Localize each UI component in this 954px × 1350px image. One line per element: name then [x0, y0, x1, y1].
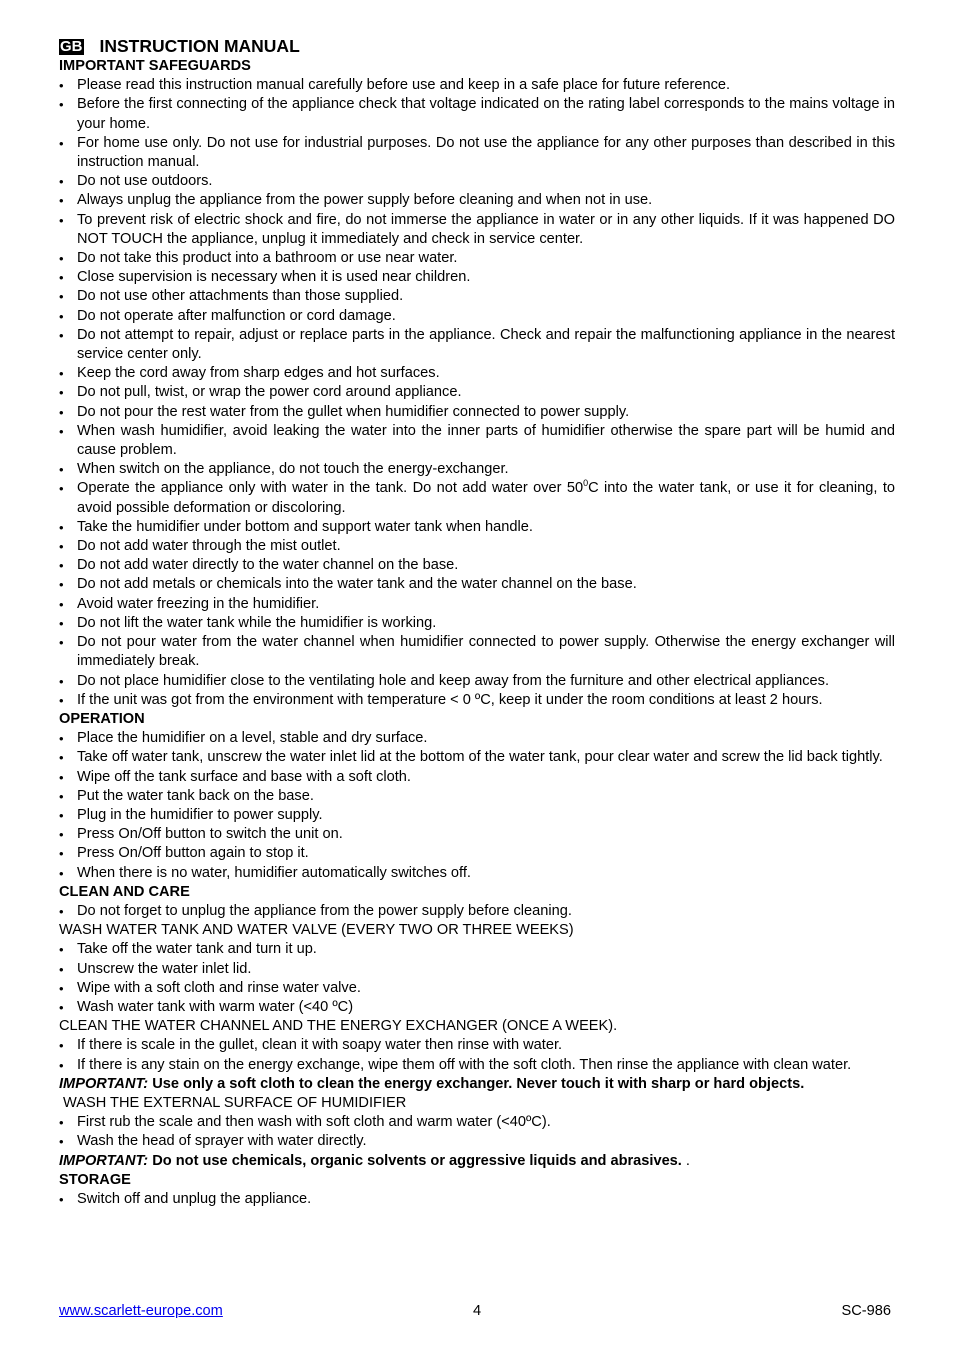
website-link[interactable]: www.scarlett-europe.com: [59, 1303, 223, 1319]
water-channel-list: [59, 1036, 895, 1074]
list-item: • Take off the water tank and turn it up.: [59, 940, 895, 959]
safeguards-heading: IMPORTANT SAFEGUARDS: [59, 58, 251, 74]
storage-list: [59, 1190, 895, 1209]
important-note-cloth: [59, 1075, 895, 1094]
trailing-period: .: [681, 1152, 690, 1169]
language-badge: GB: [60, 37, 83, 55]
important-label: IMPORTANT:: [59, 1152, 149, 1169]
list-item: • If there is scale in the gullet, clean it with soapy water then rinse with water.: [59, 1036, 895, 1055]
list-item: • Place the humidifier on a level, stable and dry surface.: [59, 729, 895, 748]
list-item: • Do not pull, twist, or wrap the power cord around appliance.: [59, 383, 895, 402]
subheading-external-surface: WASH THE EXTERNAL SURFACE OF HUMIDIFIER: [63, 1094, 407, 1111]
important-label: IMPORTANT:: [59, 1075, 149, 1092]
temp-text-before: Operate the appliance only with water in the tank. Do not add water over 50: [77, 480, 584, 497]
list-item: • Always unplug the appliance from the power supply before cleaning and when not in use.: [59, 191, 895, 210]
list-item: • Plug in the humidifier to power supply.: [59, 806, 895, 825]
list-item: • Wash the head of sprayer with water directly.: [59, 1132, 895, 1151]
important-text: Use only a soft cloth to clean the energy exchanger. Never touch it with sharp or hard objects.: [148, 1075, 805, 1092]
operation-heading: OPERATION: [59, 710, 145, 727]
wash-tank-list: [59, 940, 895, 1017]
list-item: • Do not forget to unplug the appliance from the power supply before cleaning.: [59, 902, 895, 921]
list-item: • Wipe with a soft cloth and rinse water valve.: [59, 979, 895, 998]
subheading-water-channel: CLEAN THE WATER CHANNEL AND THE ENERGY EXCHANGER (ONCE A WEEK).: [59, 1018, 618, 1035]
list-item: • Do not pour the rest water from the gullet when humidifier connected to power supply.: [59, 403, 895, 422]
superscript: 0: [583, 478, 589, 489]
safeguards-list: [59, 76, 895, 710]
list-item: • First rub the scale and then wash with soft cloth and warm water (<40ºC).: [59, 1113, 895, 1132]
clean-heading: CLEAN AND CARE: [59, 883, 190, 900]
important-note-chemicals: [59, 1152, 895, 1171]
list-item: • Keep the cord away from sharp edges and hot surfaces.: [59, 364, 895, 383]
list-item: • Put the water tank back on the base.: [59, 787, 895, 806]
list-item: • Do not use other attachments than those supplied.: [59, 287, 895, 306]
storage-heading: STORAGE: [59, 1171, 131, 1188]
list-item: • Do not attempt to repair, adjust or replace parts in the appliance. Check and repair the malfunctioning appliance in the nearest service center only.: [59, 326, 895, 364]
temp-text-after: C into the water tank, or use it for cleaning, to avoid possible deformation or discoloring.: [77, 480, 895, 516]
manual-page: [59, 36, 895, 1209]
subheading-wash-tank: WASH WATER TANK AND WATER VALVE (EVERY TWO OR THREE WEEKS): [59, 922, 574, 939]
list-item: • Do not pour water from the water channel when humidifier connected to power supply. Otherwise the energy exchanger will immediately break.: [59, 633, 895, 671]
list-item: • When there is no water, humidifier automatically switches off.: [59, 864, 895, 883]
external-surface-list: [59, 1113, 895, 1151]
list-item: • If there is any stain on the energy exchange, wipe them off with the soft cloth. Then rinse the appliance with clean water.: [59, 1056, 895, 1075]
operation-list: [59, 729, 895, 883]
list-item: • Wipe off the tank surface and base with a soft cloth.: [59, 768, 895, 787]
list-item: • Do not add metals or chemicals into the water tank and the water channel on the base.: [59, 575, 895, 594]
list-item: • Take off water tank, unscrew the water inlet lid at the bottom of the water tank, pour clear water and screw the lid back tightly.: [59, 748, 895, 767]
list-item: • Take the humidifier under bottom and support water tank when handle.: [59, 518, 895, 537]
list-item: • To prevent risk of electric shock and fire, do not immerse the appliance in water or in any other liquids. If it was happened DO NOT TOUCH the appliance, unplug it immediately and check in service center.: [59, 211, 895, 249]
title-text: INSTRUCTION MANUAL: [99, 36, 300, 56]
list-item: • If the unit was got from the environment with temperature < 0 ºC, keep it under the room conditions at least 2 hours.: [59, 691, 895, 710]
important-text: Do not use chemicals, organic solvents or aggressive liquids and abrasives.: [148, 1152, 682, 1169]
list-item: • For home use only. Do not use for industrial purposes. Do not use the appliance for any other purposes than described in this instruction manual.: [59, 134, 895, 172]
list-item: • Switch off and unplug the appliance.: [59, 1190, 895, 1209]
clean-list: [59, 902, 895, 921]
list-item: • Do not take this product into a bathroom or use near water.: [59, 249, 895, 268]
list-item: • Do not place humidifier close to the ventilating hole and keep away from the furniture and other electrical appliances.: [59, 672, 895, 691]
list-item-temperature: [59, 479, 895, 517]
page-number: 4: [473, 1303, 482, 1319]
list-item: • Do not operate after malfunction or cord damage.: [59, 307, 895, 326]
list-item: • Close supervision is necessary when it is used near children.: [59, 268, 895, 287]
list-item: • When switch on the appliance, do not touch the energy-exchanger.: [59, 460, 895, 479]
list-item: • Press On/Off button again to stop it.: [59, 844, 895, 863]
list-item: • Do not use outdoors.: [59, 172, 895, 191]
list-item: • Before the first connecting of the appliance check that voltage indicated on the rating label corresponds to the mains voltage in your home.: [59, 95, 895, 133]
list-item: • Press On/Off button to switch the unit on.: [59, 825, 895, 844]
list-item: • Avoid water freezing in the humidifier.: [59, 595, 895, 614]
manual-title: [59, 36, 895, 57]
model-number: SC-986: [841, 1303, 891, 1319]
list-item: • Wash water tank with warm water (<40 ºC): [59, 998, 895, 1017]
list-item: • When wash humidifier, avoid leaking the water into the inner parts of humidifier otherwise the spare part will be humid and cause problem.: [59, 422, 895, 460]
list-item: • Unscrew the water inlet lid.: [59, 960, 895, 979]
list-item: • Do not add water directly to the water channel on the base.: [59, 556, 895, 575]
list-item: • Do not lift the water tank while the humidifier is working.: [59, 614, 895, 633]
list-item: • Please read this instruction manual carefully before use and keep in a safe place for future reference.: [59, 76, 895, 95]
list-item: • Do not add water through the mist outlet.: [59, 537, 895, 556]
